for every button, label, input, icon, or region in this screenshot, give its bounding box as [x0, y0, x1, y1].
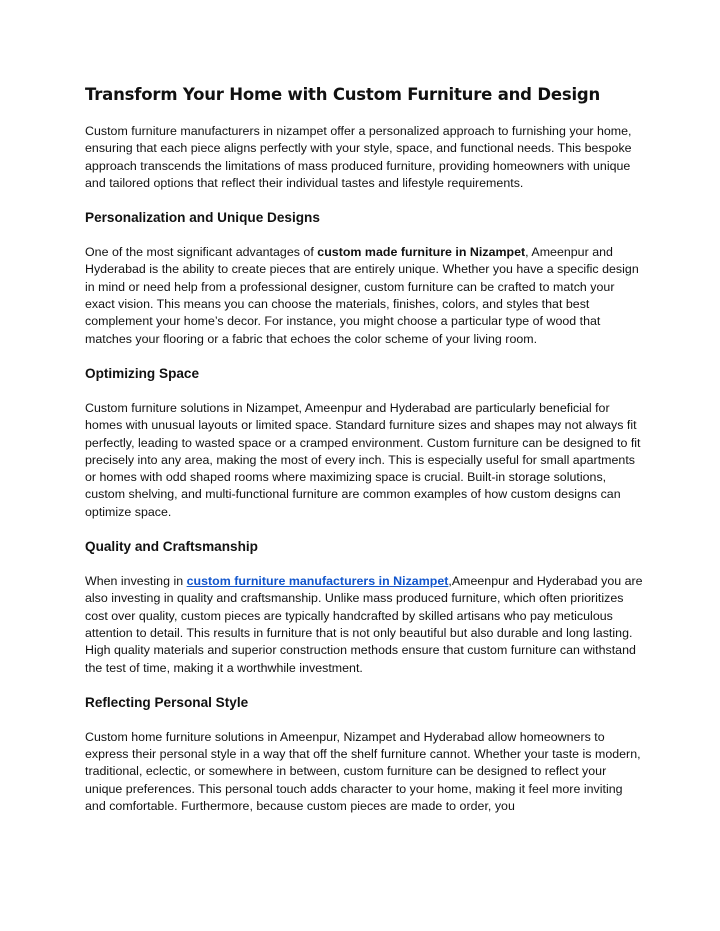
section-paragraph-personalization [85, 244, 645, 348]
paragraph-text: When investing in [85, 574, 187, 589]
section-paragraph-personal-style: Custom home furniture solutions in Ameenpur, Nizampet and Hyderabad allow homeowners to express their personal style in a way that off the shelf furniture cannot. Whether your taste is modern, traditional, eclectic, or somewhere in between, custom furniture can be designed to reflect your unique preferences. This personal touch adds character to your home, making it feel more inviting and comfortable. Furthermore, because custom pieces are made to order, you [85, 729, 641, 814]
paragraph-text: , Ameenpur and Hyderabad is the ability to create pieces that are entirely unique. Whether you have a specific design in mind or need help from a professional designer, custom furniture can be crafted to match your exact vision. This means you can choose the materials, finishes, colors, and styles that best complement your home’s decor. For instance, you might choose a particular type of wood that matches your flooring or a fabric that echoes the color scheme of your living room. [85, 245, 639, 346]
bold-phrase: custom made furniture in Nizampet [317, 245, 526, 260]
section-heading-personalization: Personalization and Unique Designs [85, 210, 320, 226]
intro-paragraph: Custom furniture manufacturers in nizampet offer a personalized approach to furnishing your home, ensuring that each piece aligns perfectly with your style, space, and functional needs. This bespoke approach transcends the limitations of mass produced furniture, providing homeowners with unique and tailored options that reflect their individual tastes and lifestyle requirements. [85, 124, 632, 190]
document-title: Transform Your Home with Custom Furniture and Design [85, 85, 601, 104]
manufacturers-link[interactable]: custom furniture manufacturers in Nizampet [186, 574, 449, 589]
section-paragraph-quality [85, 573, 645, 677]
section-heading-personal-style: Reflecting Personal Style [85, 694, 249, 710]
section-heading-optimizing-space: Optimizing Space [85, 365, 200, 381]
paragraph-text: One of the most significant advantages of [85, 245, 318, 260]
document-page [85, 84, 645, 832]
paragraph-text: ,Ameenpur and Hyderabad you are also investing in quality and craftsmanship. Unlike mass produced furniture, which often prioritizes cost over quality, custom pieces are typically handcrafted by skilled artisans who pay meticulous attention to detail. This results in furniture that is not only beautiful but also durable and long lasting. High quality materials and superior construction methods ensure that custom furniture can withstand the test of time, making it a worthwhile investment. [85, 574, 643, 675]
section-heading-quality: Quality and Craftsmanship [85, 539, 258, 555]
section-paragraph-optimizing-space: Custom furniture solutions in Nizampet, Ameenpur and Hyderabad are particularly beneficial for homes with unusual layouts or limited space. Standard furniture sizes and shapes may not always fit perfectly, leading to wasted space or a cramped environment. Custom furniture can be designed to fit precisely into any area, making the most of every inch. This is especially useful for small apartments or homes with odd shaped rooms where maximizing space is crucial. Built-in storage solutions, custom shelving, and multi-functional furniture are common examples of how custom designs can optimize space. [85, 400, 641, 519]
